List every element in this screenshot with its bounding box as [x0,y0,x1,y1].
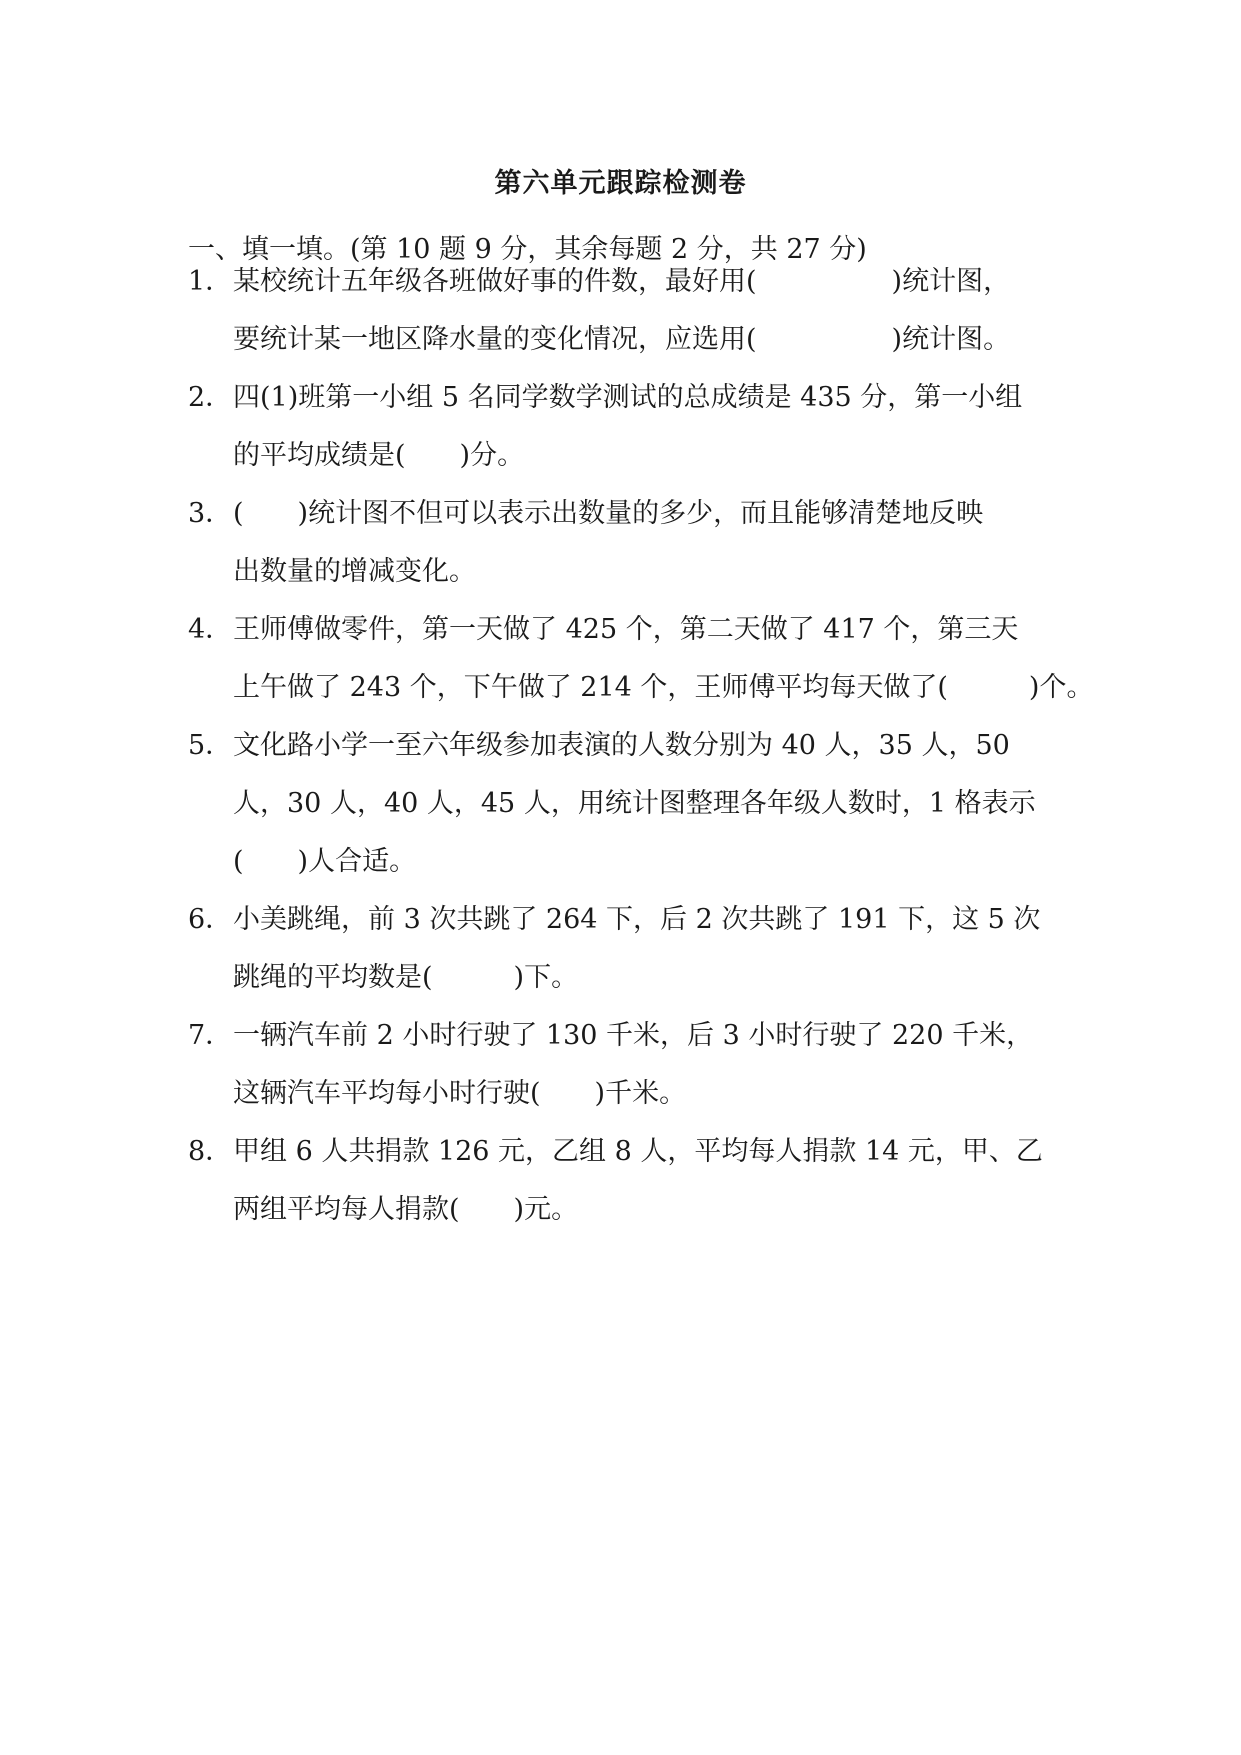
question-number: 3． [188,498,233,529]
section-heading: 一、填一填。(第 10 题 9 分，其余每题 2 分，共 27 分) [188,234,867,265]
page-title: 第六单元跟踪检测卷 [494,168,747,199]
question-text-line: ( )统计图不但可以表示出数量的多少，而且能够清楚地反映 [233,498,984,529]
question-text-line: 出数量的增减变化。 [233,556,476,587]
question-text-line: ( )人合适。 [233,846,417,877]
question-number: 5． [188,730,233,761]
question-text-line: 王师傅做零件，第一天做了 425 个，第二天做了 417 个，第三天 [233,614,1019,645]
question-text-line: 某校统计五年级各班做好事的件数，最好用( )统计图， [233,266,1011,297]
question-number: 6． [188,904,233,935]
question-text-line: 两组平均每人捐款( )元。 [233,1194,579,1225]
question-text-line: 小美跳绳，前 3 次共跳了 264 下，后 2 次共跳了 191 下，这 5 次 [233,904,1041,935]
question-number: 8． [188,1136,233,1167]
question-number: 2． [188,382,233,413]
question-text-line: 四(1)班第一小组 5 名同学数学测试的总成绩是 435 分，第一小组 [233,382,1023,413]
question-number: 7． [188,1020,233,1051]
question-number: 4． [188,614,233,645]
question-text-line: 甲组 6 人共捐款 126 元，乙组 8 人，平均每人捐款 14 元，甲、乙 [233,1136,1043,1167]
question-text-line: 跳绳的平均数是( )下。 [233,962,579,993]
question-text-line: 人，30 人，40 人，45 人，用统计图整理各年级人数时，1 格表示 [233,788,1036,819]
question-number: 1． [188,266,233,297]
question-text-line: 上午做了 243 个，下午做了 214 个，王师傅平均每天做了( )个。 [233,672,1094,703]
question-text-line: 这辆汽车平均每小时行驶( )千米。 [233,1078,687,1109]
question-text-line: 要统计某一地区降水量的变化情况，应选用( )统计图。 [233,324,1011,355]
question-text-line: 一辆汽车前 2 小时行驶了 130 千米，后 3 小时行驶了 220 千米， [233,1020,1034,1051]
question-text-line: 文化路小学一至六年级参加表演的人数分别为 40 人，35 人，50 [233,730,1010,761]
question-text-line: 的平均成绩是( )分。 [233,440,525,471]
